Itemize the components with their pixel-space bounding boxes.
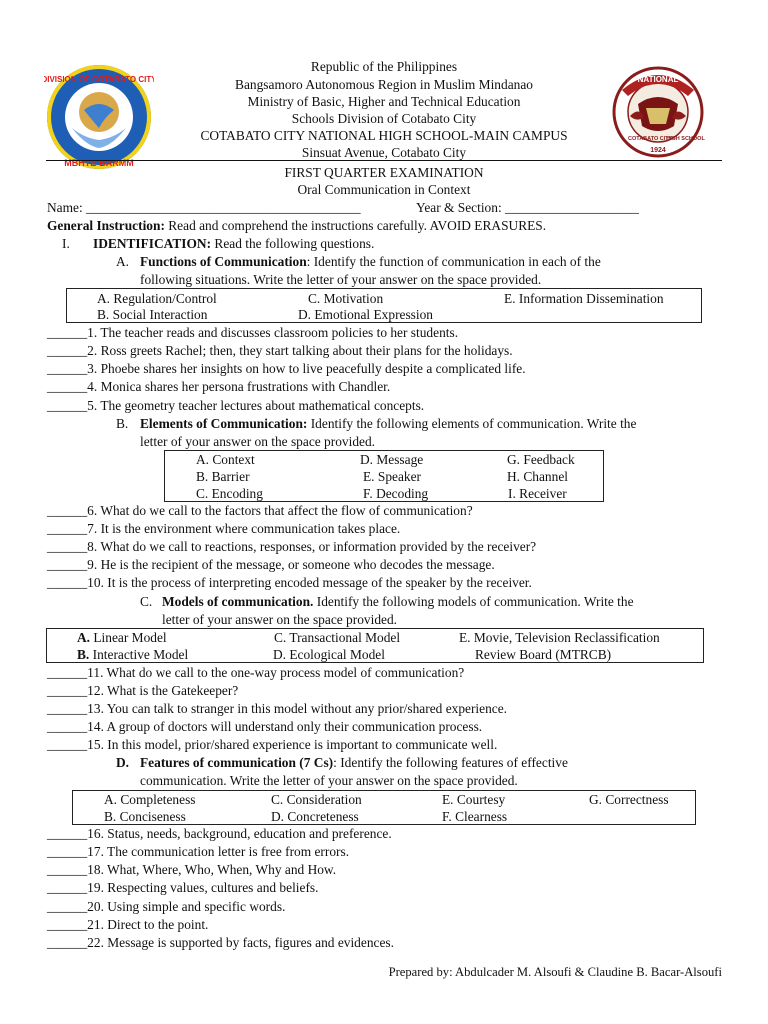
- header-divider: [46, 160, 722, 161]
- section-c-heading: [162, 593, 634, 610]
- question-5: ______5. The geometry teacher lectures about mathematical concepts.: [47, 398, 425, 413]
- section-b-instr-2: letter of your answer on the space provided.: [140, 434, 375, 449]
- choice-a-c: C. Motivation: [308, 291, 384, 306]
- question-7: ______7. It is the environment where communication takes place.: [47, 521, 401, 536]
- question-2: ______2. Ross greets Rachel; then, they start talking about their plans for the holidays.: [47, 343, 513, 358]
- choice-b-f: F. Decoding: [363, 486, 429, 501]
- choice-b-h: H. Channel: [507, 469, 568, 484]
- question-6: ______6. What do we call to the factors that affect the flow of communication?: [47, 503, 473, 518]
- choice-c-b-letter: B.: [77, 647, 90, 662]
- section-a-title: Functions of Communication: [140, 254, 307, 269]
- choice-c-d: D. Ecological Model: [273, 647, 385, 662]
- part-number: I.: [62, 236, 70, 251]
- choice-d-c: C. Consideration: [271, 792, 362, 807]
- question-10: ______10. It is the process of interpreting encoded message of the speaker by the receiver.: [47, 575, 532, 590]
- header-line-5: COTABATO CITY NATIONAL HIGH SCHOOL-MAIN CAMPUS: [200, 128, 568, 143]
- choice-d-a: A. Completeness: [104, 792, 196, 807]
- choice-c-a: [77, 629, 167, 646]
- general-text: Read and comprehend the instructions carefully. AVOID ERASURES.: [164, 218, 547, 233]
- part-heading: [93, 235, 374, 252]
- seal-text-left: COTABATO CITY: [628, 136, 673, 142]
- section-a-instr-1: : Identify the function of communication in each of the: [306, 254, 601, 269]
- prepared-by: Prepared by: Abdulcader M. Alsoufi & Claudine B. Bacar-Alsoufi: [388, 965, 722, 979]
- exam-subject: Oral Communication in Context: [297, 182, 471, 197]
- choice-a-a: A. Regulation/Control: [97, 291, 217, 306]
- section-d-heading: [140, 754, 568, 771]
- seal-text-right: HIGH SCHOOL: [666, 136, 705, 142]
- question-9: ______9. He is the recipient of the message, or someone who decodes the message.: [47, 557, 495, 572]
- section-c-letter: C.: [140, 594, 153, 609]
- general-instruction: [47, 217, 546, 234]
- exam-title: FIRST QUARTER EXAMINATION: [284, 165, 484, 180]
- section-a-heading: [140, 253, 601, 270]
- question-3: ______3. Phoebe shares her insights on how to live peacefully despite a complicated life.: [47, 361, 526, 376]
- question-21: ______21. Direct to the point.: [47, 917, 209, 932]
- choice-c-b-text: Interactive Model: [89, 647, 189, 662]
- section-d-letter: [116, 754, 129, 771]
- section-b-letter: B.: [116, 416, 129, 431]
- choice-d-e: E. Courtesy: [442, 792, 506, 807]
- section-d-instr-2: communication. Write the letter of your answer on the space provided.: [140, 773, 518, 788]
- section-b-heading: [140, 415, 636, 432]
- choice-b-i: I. Receiver: [508, 486, 567, 501]
- section-b-instr-1: Identify the following elements of communication. Write the: [307, 416, 637, 431]
- header-line-4: Schools Division of Cotabato City: [291, 111, 477, 126]
- choice-b-b: B. Barrier: [196, 469, 250, 484]
- choice-c-e: E. Movie, Television Reclassification: [459, 630, 660, 645]
- choice-d-f: F. Clearness: [442, 809, 508, 824]
- logo-text-bottom: MBHTE-BARMM: [64, 158, 134, 168]
- choice-b-g: G. Feedback: [507, 452, 575, 467]
- question-4: ______4. Monica shares her persona frustrations with Chandler.: [47, 379, 391, 394]
- part-text: Read the following questions.: [211, 236, 375, 251]
- name-line: Name: _________________________________________: [47, 200, 361, 215]
- choice-d-b: B. Conciseness: [104, 809, 186, 824]
- logo-text-top: DIVISION OF COTABATO CITY: [44, 75, 154, 84]
- question-14: ______14. A group of doctors will understand only their communication process.: [47, 719, 483, 734]
- seal-year: 1924: [650, 147, 666, 154]
- seal-text-top: NATIONAL: [637, 75, 679, 84]
- question-15: ______15. In this model, prior/shared experience is important to communicate well.: [47, 737, 498, 752]
- choice-c-c: C. Transactional Model: [274, 630, 401, 645]
- header-line-1: Republic of the Philippines: [310, 59, 458, 74]
- choice-b-d: D. Message: [360, 452, 424, 467]
- question-19: ______19. Respecting values, cultures and beliefs.: [47, 880, 319, 895]
- question-13: ______13. You can talk to stranger in this model without any prior/shared experience.: [47, 701, 508, 716]
- section-d-instr-1: : Identify the following features of effective: [333, 755, 568, 770]
- choice-b-e: E. Speaker: [363, 469, 422, 484]
- choice-a-d: D. Emotional Expression: [298, 307, 434, 322]
- question-16: ______16. Status, needs, background, education and preference.: [47, 826, 392, 841]
- choice-a-e: E. Information Dissemination: [504, 291, 664, 306]
- choice-b-a: A. Context: [196, 452, 255, 467]
- part-label: IDENTIFICATION:: [93, 236, 212, 251]
- section-c-instr-1: Identify the following models of communication. Write the: [313, 594, 634, 609]
- section-d-title: Features of communication (7 Cs): [140, 755, 334, 770]
- section-b-title: Elements of Communication:: [140, 416, 308, 431]
- choice-c-e-cont: Review Board (MTRCB): [475, 647, 612, 662]
- choice-c-b: [77, 646, 188, 663]
- section-d-letter-text: D.: [116, 755, 130, 770]
- choice-c-a-letter: A.: [77, 630, 91, 645]
- header-line-3: Ministry of Basic, Higher and Technical Education: [247, 94, 521, 109]
- section-c-title: Models of communication.: [162, 594, 314, 609]
- choice-a-b: B. Social Interaction: [97, 307, 208, 322]
- question-22: ______22. Message is supported by facts, figures and evidences.: [47, 935, 394, 950]
- choice-d-g: G. Correctness: [589, 792, 669, 807]
- header-line-2: Bangsamoro Autonomous Region in Muslim Mindanao: [235, 77, 533, 92]
- header-line-6: Sinsuat Avenue, Cotabato City: [301, 145, 467, 160]
- question-17: ______17. The communication letter is free from errors.: [47, 844, 350, 859]
- section-line: Year & Section: ____________________: [416, 200, 639, 215]
- choice-c-a-text: Linear Model: [90, 630, 167, 645]
- question-20: ______20. Using simple and specific words.: [47, 899, 286, 914]
- section-a-letter: A.: [116, 254, 130, 269]
- general-label: General Instruction:: [47, 218, 165, 233]
- question-18: ______18. What, Where, Who, When, Why and How.: [47, 862, 337, 877]
- question-11: ______11. What do we call to the one-way process model of communication?: [47, 665, 465, 680]
- question-8: ______8. What do we call to reactions, responses, or information provided by the receiver?: [47, 539, 537, 554]
- section-a-instr-2: following situations. Write the letter of your answer on the space provided.: [140, 272, 542, 287]
- choice-d-d: D. Concreteness: [271, 809, 359, 824]
- question-1: ______1. The teacher reads and discusses classroom policies to her students.: [47, 325, 459, 340]
- choice-b-c: C. Encoding: [196, 486, 263, 501]
- question-12: ______12. What is the Gatekeeper?: [47, 683, 239, 698]
- section-c-instr-2: letter of your answer on the space provided.: [162, 612, 397, 627]
